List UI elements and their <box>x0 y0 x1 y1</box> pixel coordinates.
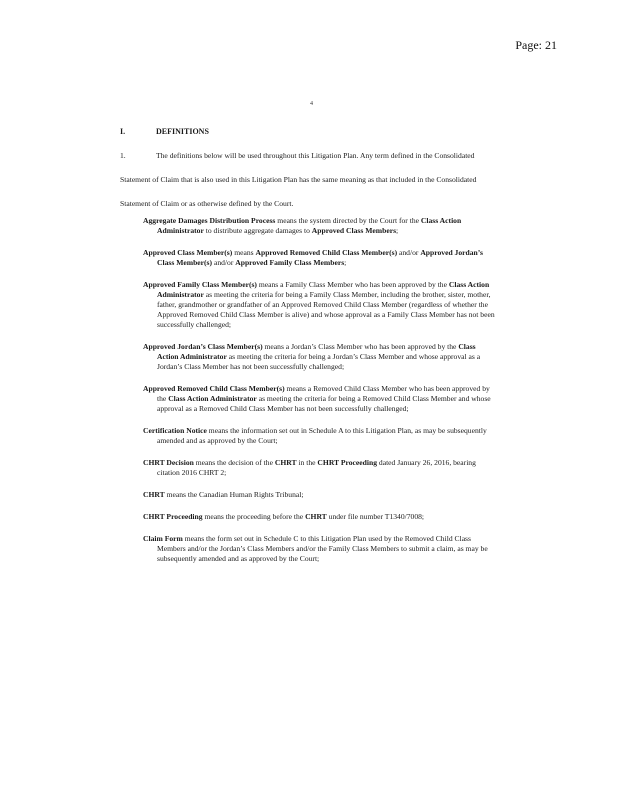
definition-text: as meeting the criteria for being a Removed Child Class Member and whose approval as a Removed Child Class Member has not been successfully challenged; <box>157 394 491 413</box>
defined-term: CHRT Proceeding <box>143 512 203 521</box>
definition-text: means a Family Class Member who has been approved by the <box>256 280 449 289</box>
definition-text: means <box>232 248 256 257</box>
definition-text: in the <box>296 458 318 467</box>
defined-term: Approved Removed Child Class Member(s) <box>255 248 398 257</box>
document-page-number: 4 <box>310 101 313 107</box>
intro-text: The definitions below will be used throughout this Litigation Plan. Any term defined in the Consolidated Statement of Claim that is also used in this Litigation Plan has the same meaning as that included in the Consolidated Statement of Claim or as otherwise defined by the Court. <box>120 151 477 208</box>
definition-text: means a Jordan’s Class Member who has been approved by the <box>262 342 459 351</box>
definition-text: and/or <box>397 248 421 257</box>
definition-item <box>143 534 495 564</box>
defined-term: Approved Family Class Member(s) <box>143 280 257 289</box>
definition-item <box>143 426 495 446</box>
definitions-list <box>143 216 495 576</box>
defined-term: Approved Jordan’s Class Member(s) <box>157 248 483 267</box>
defined-term: CHRT Decision <box>143 458 194 467</box>
definition-text: to distribute aggregate damages to <box>203 226 312 235</box>
definition-text: dated January 26, 2016, bearing citation 2016 CHRT 2; <box>157 458 476 477</box>
definition-text: means the proceeding before the <box>202 512 306 521</box>
definition-text: means the form set out in Schedule C to this Litigation Plan used by the Removed Child Class Members and/or the Jordan’s Class Members and/or the Family Class Members to submit a claim, as may be subsequently amended and as approved by the Court; <box>157 534 488 563</box>
definition-text: means the decision of the <box>193 458 275 467</box>
definition-text: means the system directed by the Court for the <box>275 216 421 225</box>
defined-term: Class Action Administrator <box>168 394 257 403</box>
section-number: I. <box>120 127 126 136</box>
definition-text: means a Removed Child Class Member who has been approved by the <box>157 384 490 403</box>
definition-item <box>143 490 495 500</box>
definition-text: means the Canadian Human Rights Tribunal; <box>164 490 304 499</box>
section-title: DEFINITIONS <box>156 127 209 136</box>
defined-term: CHRT Proceeding <box>317 458 377 467</box>
definition-text: means the information set out in Schedule A to this Litigation Plan, as may be subsequently amended and as approved by the Court; <box>157 426 487 445</box>
defined-term: Approved Class Members <box>311 226 397 235</box>
intro-paragraph <box>120 144 498 216</box>
section-heading <box>120 127 209 136</box>
defined-term: Claim Form <box>143 534 183 543</box>
definition-text: ; <box>396 226 399 235</box>
definition-text: ; <box>344 258 347 267</box>
defined-term: CHRT <box>143 490 165 499</box>
defined-term: Class Action Administrator <box>157 216 462 235</box>
definition-item <box>143 342 495 372</box>
definition-text: as meeting the criteria for being a Family Class Member, including the brother, sister, mother, father, grandmother or grandfather of an Approved Removed Child Class Member (regardless of whether the Approved Removed Child Class Member is alive) and whose approval as a Family Class Member has not been successfully challenged; <box>157 290 495 329</box>
defined-term: Aggregate Damages Distribution Process <box>143 216 276 225</box>
definition-text: under file number T1340/7008; <box>326 512 425 521</box>
page-label: Page: 21 <box>515 38 557 52</box>
definition-item <box>143 280 495 330</box>
definition-item <box>143 384 495 414</box>
definition-item <box>143 458 495 478</box>
paragraph-number: 1. <box>120 151 126 160</box>
defined-term: Approved Class Member(s) <box>143 248 233 257</box>
definition-item <box>143 248 495 268</box>
definition-text: and/or <box>212 258 236 267</box>
defined-term: Certification Notice <box>143 426 207 435</box>
defined-term: CHRT <box>305 512 327 521</box>
defined-term: CHRT <box>274 458 297 467</box>
defined-term: Approved Removed Child Class Member(s) <box>143 384 285 393</box>
defined-term: Approved Jordan’s Class Member(s) <box>143 342 263 351</box>
defined-term: Class Action Administrator <box>157 342 476 361</box>
definition-item <box>143 216 495 236</box>
defined-term: Class Action Administrator <box>157 280 490 299</box>
defined-term: Approved Family Class Members <box>235 258 345 267</box>
definition-text: as meeting the criteria for being a Jordan’s Class Member and whose approval as a Jordan’s Class Member has not been successfully challenged; <box>157 352 481 371</box>
definition-item <box>143 512 495 522</box>
